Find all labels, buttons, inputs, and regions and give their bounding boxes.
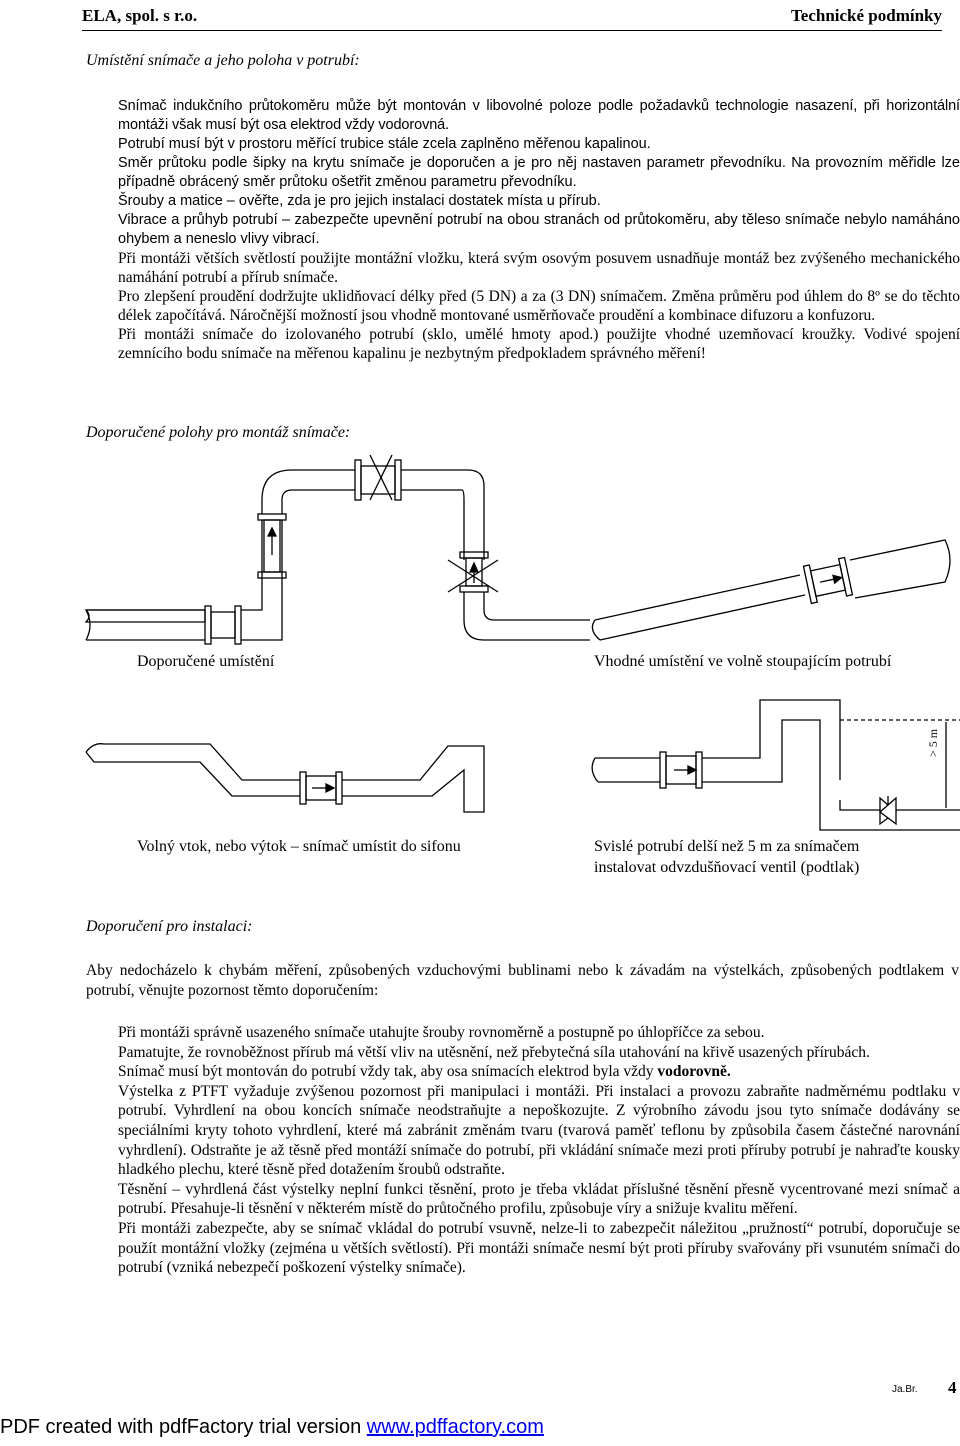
pdf-note: PDF created with pdfFactory trial version (0, 1416, 367, 1438)
paragraph: Vibrace a průhyb potrubí – zabezpečte upevnění potrubí na obou stranách od průtokoměru, aby těleso snímače nebylo namáháno ohybem a neneslo vlivy vibrací. (118, 212, 960, 247)
caption-vertical-pipe-2: instalovat odvzdušňovací ventil (podtlak) (594, 859, 860, 876)
paragraph: Směr průtoku podle šipky na krytu snímače je doporučen a je pro něj nastaven parametr převodníku. Na provozním měřidle lze případně obrácený směr průtoku ošetřit změnou parametru převodníku. (118, 155, 960, 190)
paragraph: Při montáži snímače do izolovaného potrubí (sklo, umělé hmoty apod.) použijte vhodné uzemňovací kroužky. Vodivé spojení zemnícího bodu snímače na měřenou kapalinu je nezbytným předpokladem správného měření! (118, 326, 960, 362)
paragraph: Snímač indukčního průtokoměru může být montován v libovolné poloze podle požadavků technologie nasazení, při horizontální montáži však musí být osa elektrod vždy vodorovná. (118, 98, 960, 133)
author-initials: Ja.Br. (892, 1384, 918, 1395)
pdf-footer (0, 1416, 544, 1439)
paragraph: Při montáži větších světlostí použijte montážní vložku, která svým osovým posuvem usnadňuje montáž bez zvýšeného mechanického namáhání potrubí a přírub snímače. (118, 250, 960, 286)
diagram-vertical-pipe (592, 700, 960, 830)
diagram-siphon (86, 744, 484, 812)
section-heading-positions: Doporučené polohy pro montáž snímače: (86, 424, 351, 441)
paragraph: Při montáži správně usazeného snímače utahujte šrouby rovnoměrně a postupně po úhlopříčce za sebou. (118, 1024, 765, 1041)
section-heading-installation: Doporučení pro instalaci: (86, 918, 253, 935)
electrode-bold: vodorovně. (657, 1063, 731, 1081)
paragraph: Potrubí musí být v prostoru měřící trubice stále zcela zaplněno měřenou kapalinou. (118, 136, 651, 152)
diagram-rising-pipe (592, 540, 950, 640)
caption-vertical-pipe: Svislé potrubí delší než 5 m za snímačem (594, 838, 860, 855)
document-title: Technické podmínky (791, 6, 942, 25)
caption-rising-pipe: Vhodné umístění ve volně stoupajícím potrubí (594, 653, 892, 670)
caption-recommended: Doporučené umístění (137, 653, 275, 670)
section-heading-placement: Umístění snímače a jeho poloha v potrubí: (86, 52, 360, 69)
company-name: ELA, spol. s r.o. (82, 6, 198, 25)
paragraph: Šrouby a matice – ověřte, zda je pro jejich instalaci dostatek místa u přírub. (118, 193, 601, 209)
electrode-sentence: Snímač musí být montován do potrubí vždy tak, aby osa snímacích elektrod byla vždy (118, 1063, 658, 1081)
installation-items (118, 1023, 960, 1278)
paragraph (118, 1062, 960, 1082)
page-number: 4 (948, 1378, 957, 1397)
paragraph: Při montáži zabezpečte, aby se snímač vkládal do potrubí vsuvně, nelze-li to zabezpečit náležitou „pružností“ potrubí, doporučuje se použít montážní vložky (zejména u větších světlostí). Při montáži snímače nesmí být proti příruby svařovány při vsunutém snímači do potrubí (vzniká nebezpečí poškození výstelky snímače). (118, 1219, 960, 1277)
paragraph: Pro zlepšení proudění dodržujte uklidňovací délky před (5 DN) a za (3 DN) snímačem. Změna průměru pod úhlem do 8º se do těchto délek započítává. Náročnější možností jsou vhodně montované usměrňovače proudění a kombinace difuzoru a konfuzoru. (118, 288, 960, 324)
paragraph: Těsnění – vyhrdlená část výstelky neplní funkci těsnění, proto je třeba vkládat příslušné těsnění přesně vycentrované mezi snímač a potrubí. Přesahuje-li těsnění v některém místě do průtočného profilu, způsobuje víry a snižuje kvalitu měření. (118, 1180, 960, 1218)
paragraph: Pamatujte, že rovnoběžnost přírub má větší vliv na utěsnění, než přebytečná síla utahování na křivě usazených přírubách. (118, 1043, 870, 1061)
paragraph: Výstelka z PTFT vyžaduje zvýšenou pozornost při manipulaci i montáži. Při instalaci a provozu zabraňte nadměrnému podtlaku v potrubí. Vyhrdlení na obou koncích snímače neodstraňujte a nepoškozujte. Z výrobního závodu jsou tyto snímače dodávány se speciálními kryty tohoto vyhrdlení, které má zabránit změnám tvaru (tvarová paměť teflonu by způsobila časem částečné narovnání vyhrdlení). Odstraňte je až těsně před montáží snímače do potrubí, při vkládání snímače mezi proti příruby potrubí je nahraďte kousky hladkého plechu, které těsně před dotažením šroubů odstraňte. (118, 1082, 960, 1179)
dimension-label: > 5 m (926, 728, 940, 757)
diagram-recommended-placement (86, 455, 590, 644)
pdffactory-link[interactable]: www.pdffactory.com (366, 1416, 544, 1438)
installation-intro: Aby nedocházelo k chybám měření, způsobených vzduchovými bublinami nebo k závadám na výstelkách, způsobených podtlakem v potrubí, věnujte pozornost těmto doporučením: (86, 962, 959, 999)
caption-siphon: Volný vtok, nebo výtok – snímač umístit do sifonu (137, 838, 461, 855)
